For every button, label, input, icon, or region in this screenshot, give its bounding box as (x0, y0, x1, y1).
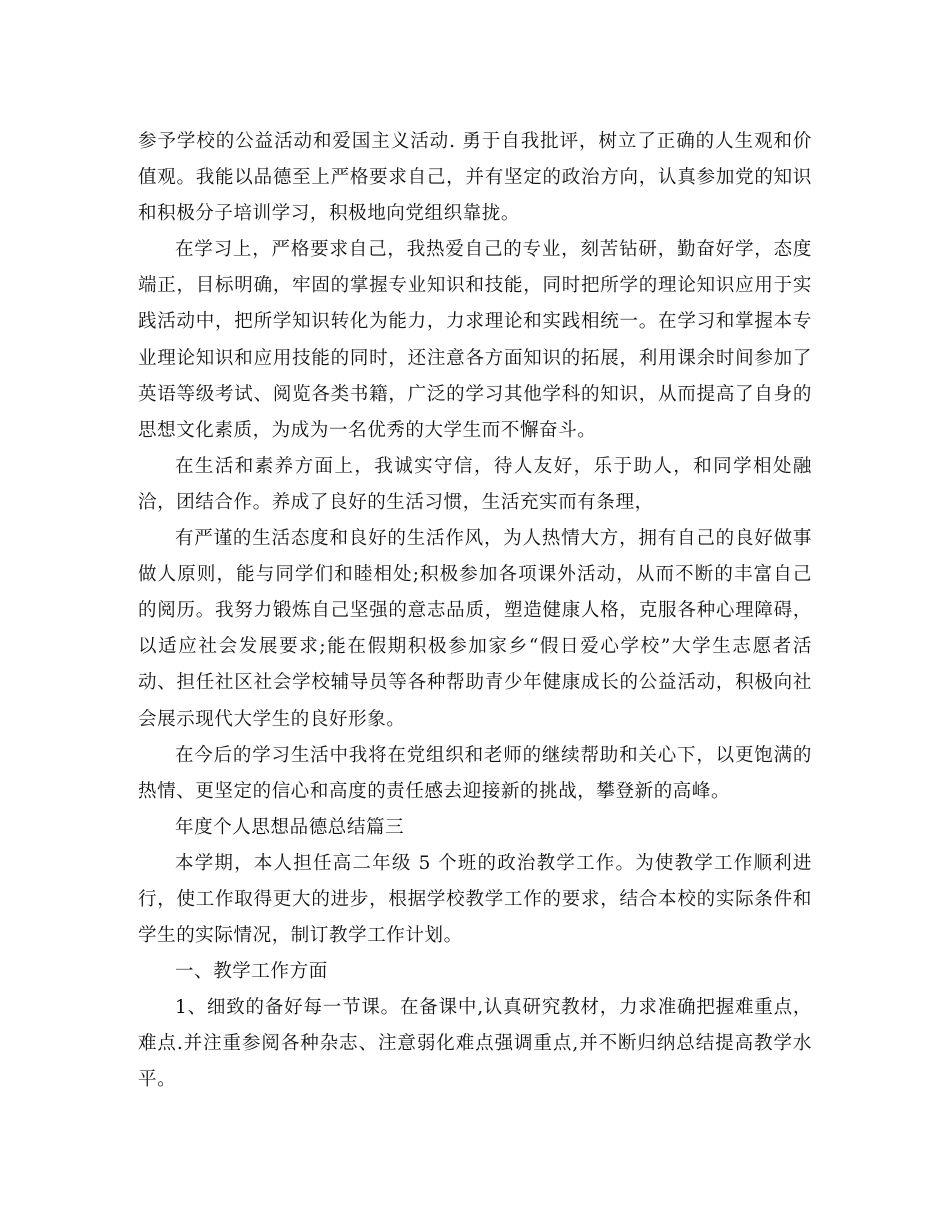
subsection-heading-1: 一、教学工作方面 (175, 961, 328, 983)
paragraph-3: 在生活和素养方面上，我诚实守信，待人友好，乐于助人，和同学相处融洽，团结合作。养成了良好的生活习惯，生活充实而有条理， (138, 455, 812, 513)
section-heading-3: 年度个人思想品德总结篇三 (175, 816, 405, 838)
paragraph-5: 在今后的学习生活中我将在党组织和老师的继续帮助和关心下，以更饱满的热情、更坚定的信心和高度的责任感去迎接新的挑战，攀登新的高峰。 (138, 744, 812, 802)
paragraph-1: 参予学校的公益活动和爱国主义活动. 勇于自我批评，树立了正确的人生观和价值观。我能以品德至上严格要求自己，并有坚定的政治方向，认真参加党的知识和积极分子培训学习，积极地向党组织靠拢。 (138, 131, 812, 225)
document-body (138, 124, 812, 1099)
paragraph-7: 1、细致的备好每一节课。在备课中,认真研究教材，力求准确把握难重点，难点.并注重参阅各种杂志、注意弱化难点强调重点,并不断归纳总结提高教学水平。 (138, 997, 812, 1091)
paragraph-6: 本学期，本人担任高二年级 5 个班的政治教学工作。为使教学工作顺利进行，使工作取得更大的进步，根据学校教学工作的要求，结合本校的实际条件和学生的实际情况，制订教学工作计划。 (138, 852, 812, 947)
paragraph-2: 在学习上，严格要求自己，我热爱自己的专业，刻苦钻研，勤奋好学，态度端正，目标明确，牢固的掌握专业知识和技能，同时把所学的理论知识应用于实践活动中，把所学知识转化为能力，力求理论和实践相统一。在学习和掌握本专业理论知识和应用技能的同时，还注意各方面知识的拓展，利用课余时间参加了英语等级考试、阅览各类书籍，广泛的学习其他学科的知识，从而提高了自身的思想文化素质，为成为一名优秀的大学生而不懈奋斗。 (138, 239, 812, 441)
paragraph-4: 有严谨的生活态度和良好的生活作风，为人热情大方，拥有自己的良好做事做人原则，能与同学们和睦相处;积极参加各项课外活动，从而不断的丰富自己的阅历。我努力锻炼自己坚强的意志品质，塑造健康人格，克服各种心理障碍，以适应社会发展要求;能在假期积极参加家乡“假日爱心学校”大学生志愿者活动、担任社区社会学校辅导员等各种帮助青少年健康成长的公益活动，积极向社会展示现代大学生的良好形象。 (138, 528, 812, 730)
